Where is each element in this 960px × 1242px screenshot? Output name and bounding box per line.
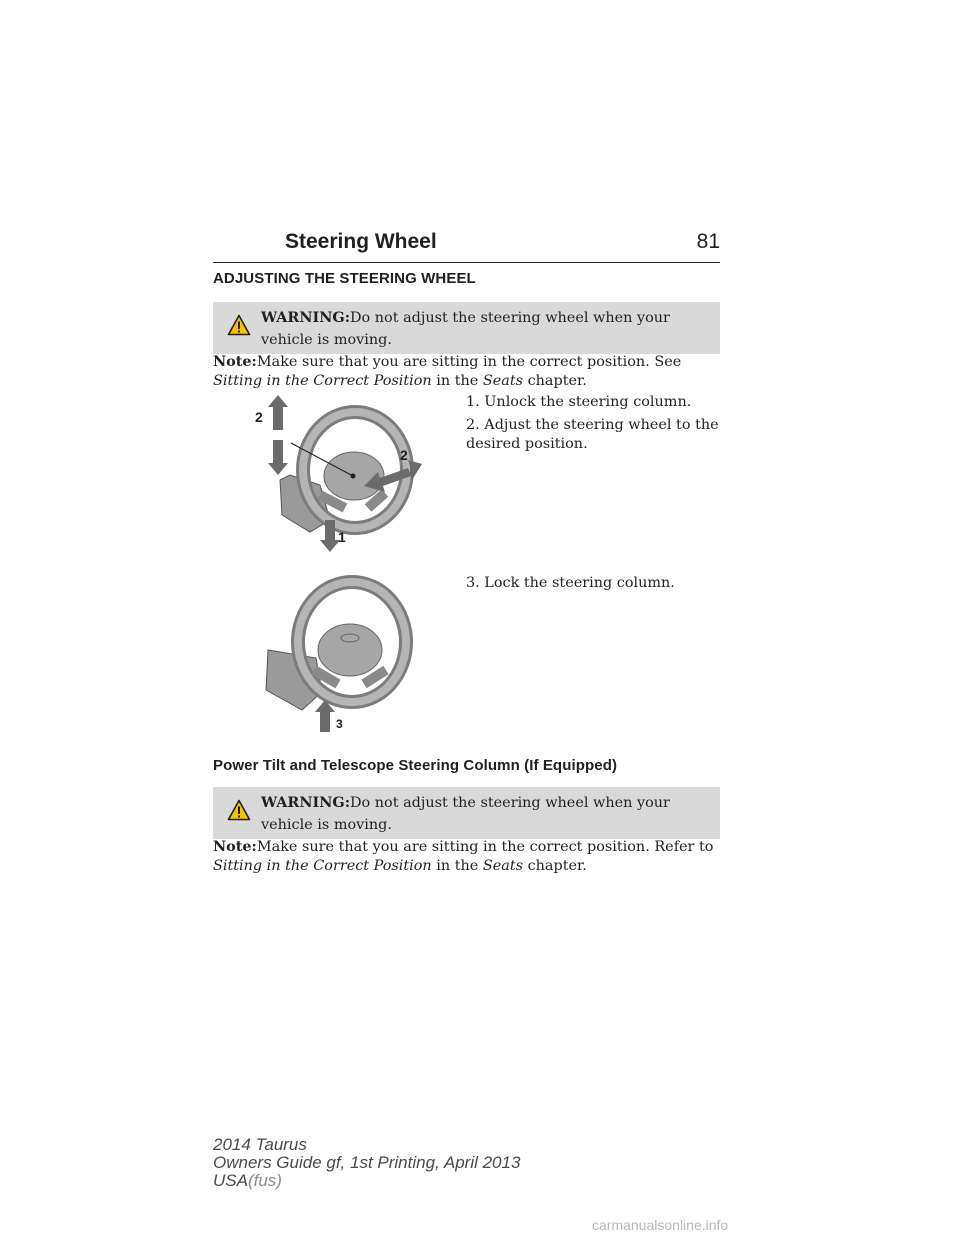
note-text: Make sure that you are sitting in the correct position. See xyxy=(256,354,682,370)
footer-code: (fus) xyxy=(247,1171,282,1190)
footer-printing: Owners Guide gf, 1st Printing, April 2013 xyxy=(213,1153,521,1172)
footer-country: USA xyxy=(213,1171,248,1190)
callout-1: 1 xyxy=(338,529,346,545)
warning-text xyxy=(261,307,713,351)
warning-triangle-icon xyxy=(227,314,251,336)
footer-market xyxy=(213,1172,520,1190)
warning-box-2 xyxy=(213,787,720,839)
callout-3: 3 xyxy=(336,717,343,731)
watermark: carmanualsonline.info xyxy=(592,1217,729,1233)
warning-triangle-icon xyxy=(227,799,251,821)
warning-text xyxy=(261,792,713,836)
note-text-connector: in the xyxy=(431,373,483,389)
section-heading-power-tilt: Power Tilt and Telescope Steering Column (If Equipped) xyxy=(213,757,618,774)
note-text-connector: in the xyxy=(431,858,483,874)
warning-message: Do not adjust the steering wheel when your vehicle is moving. xyxy=(261,310,670,348)
warning-label: WARNING: xyxy=(261,794,351,811)
note-text: Make sure that you are sitting in the correct position. Refer to xyxy=(256,839,714,855)
chapter-title: Steering Wheel xyxy=(285,230,437,253)
callout-2-left: 2 xyxy=(255,409,263,425)
page-footer xyxy=(213,1136,520,1190)
step-1: 1. Unlock the steering column. xyxy=(466,394,692,410)
note-text-end: chapter. xyxy=(523,858,587,874)
warning-label: WARNING: xyxy=(261,309,351,326)
page-header xyxy=(213,226,720,263)
section-heading-adjusting: ADJUSTING THE STEERING WHEEL xyxy=(213,270,476,287)
note-label: Note: xyxy=(213,838,257,855)
warning-box xyxy=(213,302,720,354)
steering-wheel-lock-illustration xyxy=(250,572,430,737)
page-number: 81 xyxy=(696,230,720,253)
steering-wheel-adjust-illustration xyxy=(250,390,430,560)
chapter-reference: Seats xyxy=(482,373,524,389)
step-2: 2. Adjust the steering wheel to the desired position. xyxy=(466,417,719,452)
footer-model: 2014 Taurus xyxy=(213,1135,307,1154)
note-paragraph-2 xyxy=(213,837,720,876)
note-paragraph xyxy=(213,352,720,391)
chapter-reference: Seats xyxy=(482,858,524,874)
cross-reference: Sitting in the Correct Position xyxy=(213,858,432,874)
step-3: 3. Lock the steering column. xyxy=(466,575,675,591)
warning-message: Do not adjust the steering wheel when your vehicle is moving. xyxy=(261,795,670,833)
cross-reference: Sitting in the Correct Position xyxy=(213,373,432,389)
up-down-arrow-icon xyxy=(268,395,288,475)
note-label: Note: xyxy=(213,353,257,370)
note-text-end: chapter. xyxy=(523,373,587,389)
callout-2-right: 2 xyxy=(400,447,408,463)
